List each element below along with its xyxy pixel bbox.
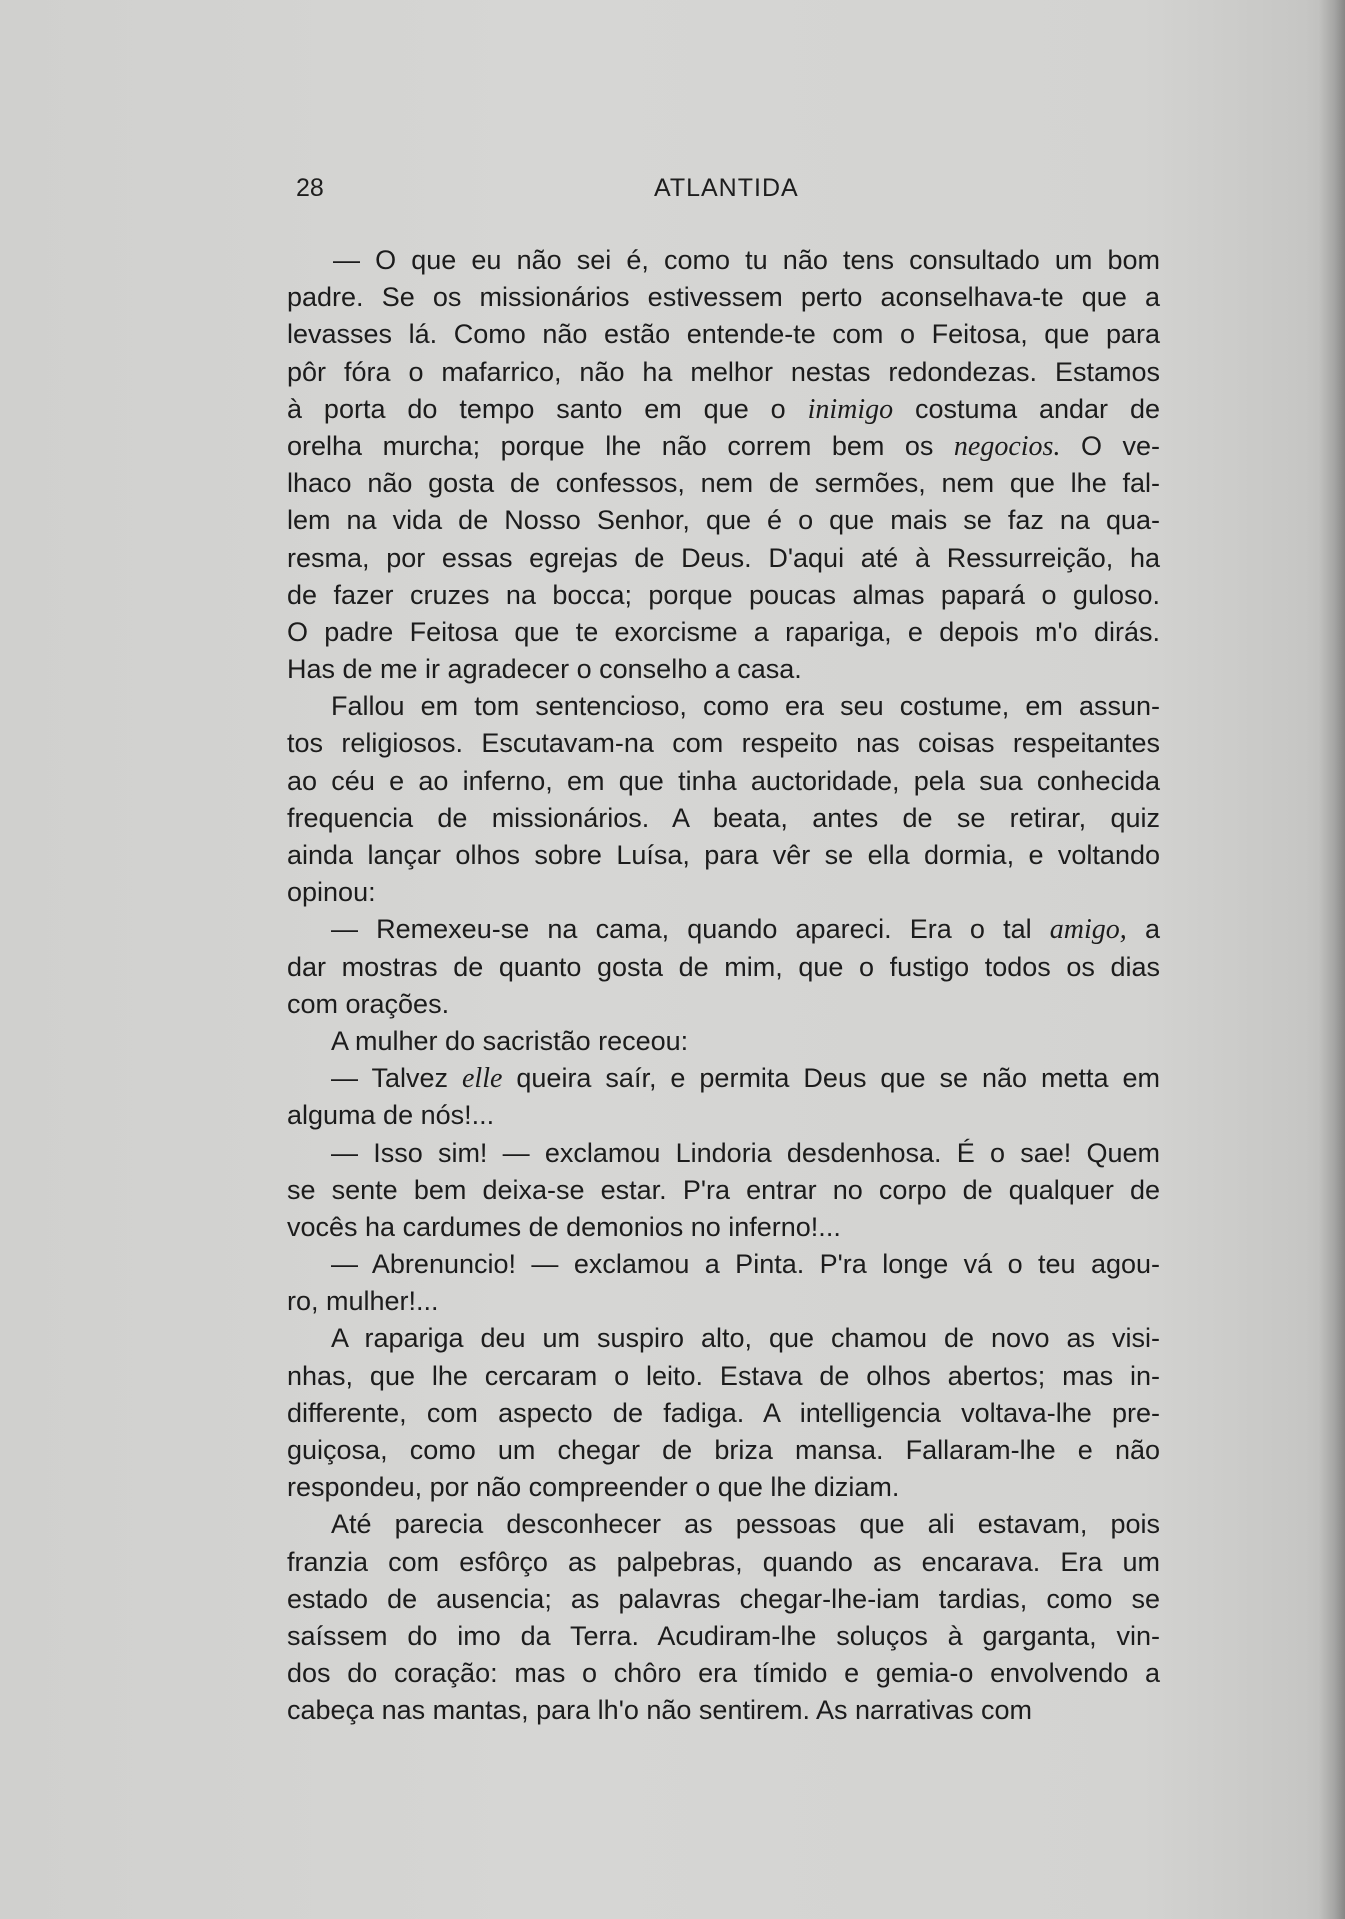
text-line: — Abrenuncio! — exclamou a Pinta. P'ra longe vá o teu agou-	[331, 1249, 1160, 1280]
body-text	[287, 242, 1160, 1730]
text-line: estado de ausencia; as palavras chegar-lhe-iam tardias, como se	[287, 1583, 1160, 1614]
text-line: guiçosa, como um chegar de briza mansa. Fallaram-lhe e não	[287, 1435, 1160, 1465]
text-line: lhaco não gosta de confessos, nem de sermões, nem que lhe fal-	[287, 468, 1160, 499]
running-title: ATLANTIDA	[654, 174, 799, 202]
italic-word: elle	[462, 1063, 503, 1095]
italic-word: negocios.	[953, 430, 1061, 462]
text-line: franzia com esfôrço as palpebras, quando as encarava. Era um	[287, 1546, 1160, 1577]
text-line: — Remexeu-se na cama, quando apareci. Era o tal amigo, a	[331, 914, 1160, 946]
text-line: dos do coração: mas o chôro era tímido e gemia-o envolvendo a	[287, 1658, 1160, 1689]
text-line: Até parecia desconhecer as pessoas que ali estavam, pois	[331, 1509, 1160, 1540]
text-line: ro, mulher!...	[287, 1286, 439, 1317]
text-line: levasses lá. Como não estão entende-te com o Feitosa, que para	[287, 319, 1160, 350]
text-line: alguma de nós!...	[287, 1100, 495, 1131]
text-line: respondeu, por não compreender o que lhe diziam.	[287, 1472, 900, 1503]
text-line: orelha murcha; porque lhe não correm bem os negocios. O ve-	[287, 430, 1160, 462]
text-line: dar mostras de quanto gosta de mim, que o fustigo todos os dias	[287, 951, 1160, 982]
text-line: à porta do tempo santo em que o inimigo costuma andar de	[287, 393, 1160, 425]
text-line: O padre Feitosa que te exorcisme a rapariga, e depois m'o dirás.	[287, 616, 1160, 647]
text-line: com orações.	[287, 988, 450, 1019]
text-line: resma, por essas egrejas de Deus. D'aqui até à Ressurreição, ha	[287, 542, 1160, 573]
text-line: opinou:	[287, 877, 376, 908]
text-line: differente, com aspecto de fadiga. A intelligencia voltava-lhe pre-	[287, 1397, 1160, 1428]
text-line: A mulher do sacristão receou:	[331, 1025, 689, 1056]
text-line: ainda lançar olhos sobre Luísa, para vêr se ella dormia, e voltando	[287, 840, 1160, 870]
text-line: lem na vida de Nosso Senhor, que é o que mais se faz na qua-	[287, 505, 1160, 536]
page-edge-shadow	[1319, 0, 1345, 1919]
text-line: tos religiosos. Escutavam-na com respeito nas coisas respeitantes	[287, 728, 1160, 759]
text-line: pôr fóra o mafarrico, não ha melhor nestas redondezas. Estamos	[287, 356, 1160, 387]
text-line: frequencia de missionários. A beata, antes de se retirar, quiz	[287, 802, 1160, 833]
text-line: se sente bem deixa-se estar. P'ra entrar no corpo de qualquer de	[287, 1174, 1160, 1205]
italic-word: inimigo	[807, 393, 894, 425]
italic-word: amigo,	[1049, 914, 1127, 946]
text-line: vocês ha cardumes de demonios no inferno!...	[287, 1211, 841, 1242]
text-line: — Isso sim! — exclamou Lindoria desdenhosa. É o sae! Quem	[331, 1137, 1160, 1168]
text-line: Has de me ir agradecer o conselho a casa.	[287, 654, 802, 685]
text-line: Fallou em tom sentencioso, como era seu costume, em assun-	[331, 691, 1160, 722]
text-line: — Talvez elle queira saír, e permita Deus que se não metta em	[331, 1063, 1160, 1095]
running-head	[296, 174, 1156, 214]
page-number: 28	[296, 174, 324, 202]
text-line: cabeça nas mantas, para lh'o não sentirem. As narrativas com	[287, 1695, 1033, 1726]
text-line: padre. Se os missionários estivessem perto aconselhava-te que a	[287, 282, 1160, 313]
text-line: — O que eu não sei é, como tu não tens consultado um bom	[333, 245, 1160, 275]
text-line: ao céu e ao inferno, em que tinha auctoridade, pela sua conhecida	[287, 765, 1160, 796]
text-line: nhas, que lhe cercaram o leito. Estava de olhos abertos; mas in-	[287, 1360, 1160, 1391]
text-line: A rapariga deu um suspiro alto, que chamou de novo as visi-	[331, 1323, 1160, 1354]
text-line: saíssem do imo da Terra. Acudiram-lhe soluços à garganta, vin-	[287, 1620, 1160, 1651]
text-line: de fazer cruzes na bocca; porque poucas almas papará o guloso.	[287, 579, 1160, 610]
